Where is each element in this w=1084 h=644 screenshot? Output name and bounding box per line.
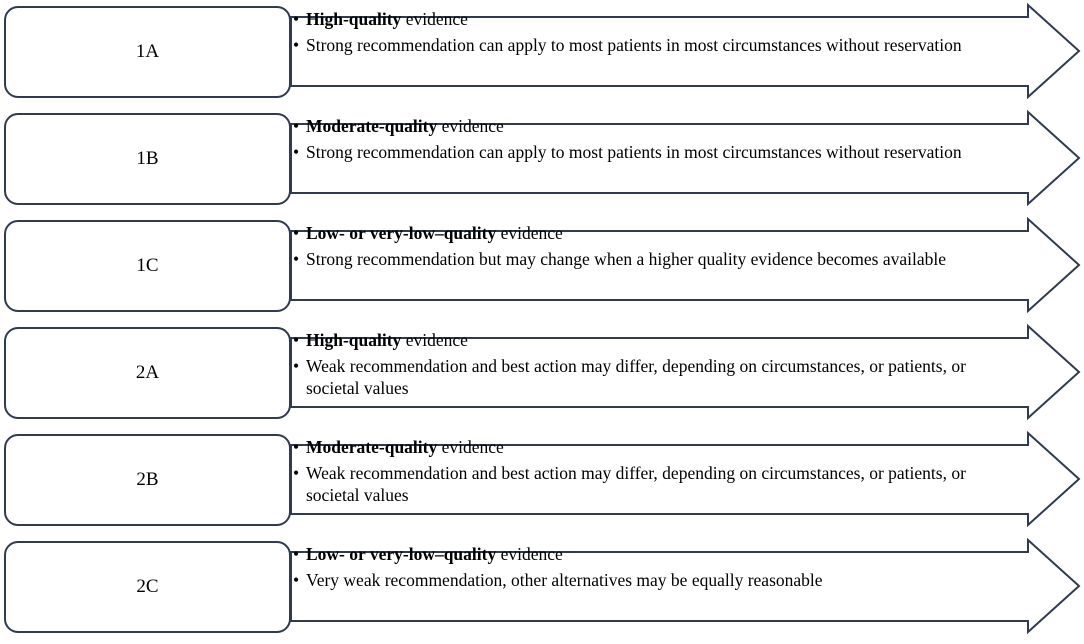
grade-label-box [4, 220, 291, 312]
recommendation-text: Strong recommendation but may change when a higher quality evidence becomes available [306, 249, 946, 269]
evidence-quality-bold: Low- or very-low–quality [306, 223, 497, 243]
recommendation-text: Strong recommendation can apply to most patients in most circumstances without reservation [306, 142, 962, 162]
recommendation-bullet: • Strong recommendation can apply to most patients in most circumstances without reservation [293, 35, 962, 55]
evidence-quality-bullet: • Moderate-quality evidence [293, 437, 504, 457]
evidence-quality-bullet: • Low- or very-low–quality evidence [293, 544, 563, 564]
recommendation-text: Weak recommendation and best action may differ, depending on circumstances, or patients, or societal values [306, 463, 966, 505]
evidence-quality-bold: High-quality [306, 9, 402, 29]
grade-row-1b [0, 109, 1084, 207]
recommendation-bullet: • Strong recommendation can apply to most patients in most circumstances without reservation [293, 142, 962, 162]
evidence-quality-bold: Moderate-quality [306, 437, 438, 457]
grade-label-box [4, 327, 291, 419]
grade-label-box [4, 6, 291, 98]
evidence-quality-rest: evidence [496, 544, 563, 564]
recommendation-text: Weak recommendation and best action may differ, depending on circumstances, or patients, or societal values [306, 356, 966, 398]
grade-label: 1A [135, 41, 160, 62]
recommendation-bullet: • Weak recommendation and best action may differ, depending on circumstances, or patients, or societal values [293, 463, 966, 505]
grade-description [292, 8, 1012, 60]
grade-description [292, 115, 1012, 167]
evidence-quality-bold: Moderate-quality [306, 116, 438, 136]
grade-label: 2C [136, 576, 159, 597]
recommendation-text: Very weak recommendation, other alternatives may be equally reasonable [306, 570, 823, 590]
grade-label: 1C [136, 255, 159, 276]
evidence-quality-rest: evidence [496, 223, 563, 243]
grade-row-2c [0, 537, 1084, 635]
recommendation-bullet: • Strong recommendation but may change when a higher quality evidence becomes available [293, 249, 946, 269]
evidence-quality-bold: High-quality [306, 330, 402, 350]
grade-label-box [4, 434, 291, 526]
grade-description [292, 436, 1012, 510]
grade-description [292, 329, 1012, 403]
evidence-quality-rest: evidence [401, 9, 468, 29]
evidence-quality-bullet: • Moderate-quality evidence [293, 116, 504, 136]
grade-label: 1B [136, 148, 159, 169]
grade-description [292, 543, 1012, 595]
evidence-quality-rest: evidence [437, 116, 504, 136]
recommendation-bullet: • Very weak recommendation, other alternatives may be equally reasonable [293, 570, 823, 590]
evidence-quality-rest: evidence [401, 330, 468, 350]
grade-description [292, 222, 1012, 274]
grade-label: 2A [135, 362, 160, 383]
grade-row-1c [0, 216, 1084, 314]
grade-label-box [4, 113, 291, 205]
grade-row-2b [0, 430, 1084, 528]
grade-label: 2B [136, 469, 159, 490]
recommendation-bullet: • Weak recommendation and best action may differ, depending on circumstances, or patients, or societal values [293, 356, 966, 398]
evidence-quality-bullet: • High-quality evidence [293, 9, 468, 29]
evidence-quality-rest: evidence [437, 437, 504, 457]
evidence-quality-bullet: • High-quality evidence [293, 330, 468, 350]
evidence-quality-bold: Low- or very-low–quality [306, 544, 497, 564]
grade-row-2a [0, 323, 1084, 421]
recommendation-text: Strong recommendation can apply to most patients in most circumstances without reservation [306, 35, 962, 55]
evidence-quality-bullet: • Low- or very-low–quality evidence [293, 223, 563, 243]
grade-row-1a [0, 2, 1084, 100]
grade-label-box [4, 541, 291, 633]
